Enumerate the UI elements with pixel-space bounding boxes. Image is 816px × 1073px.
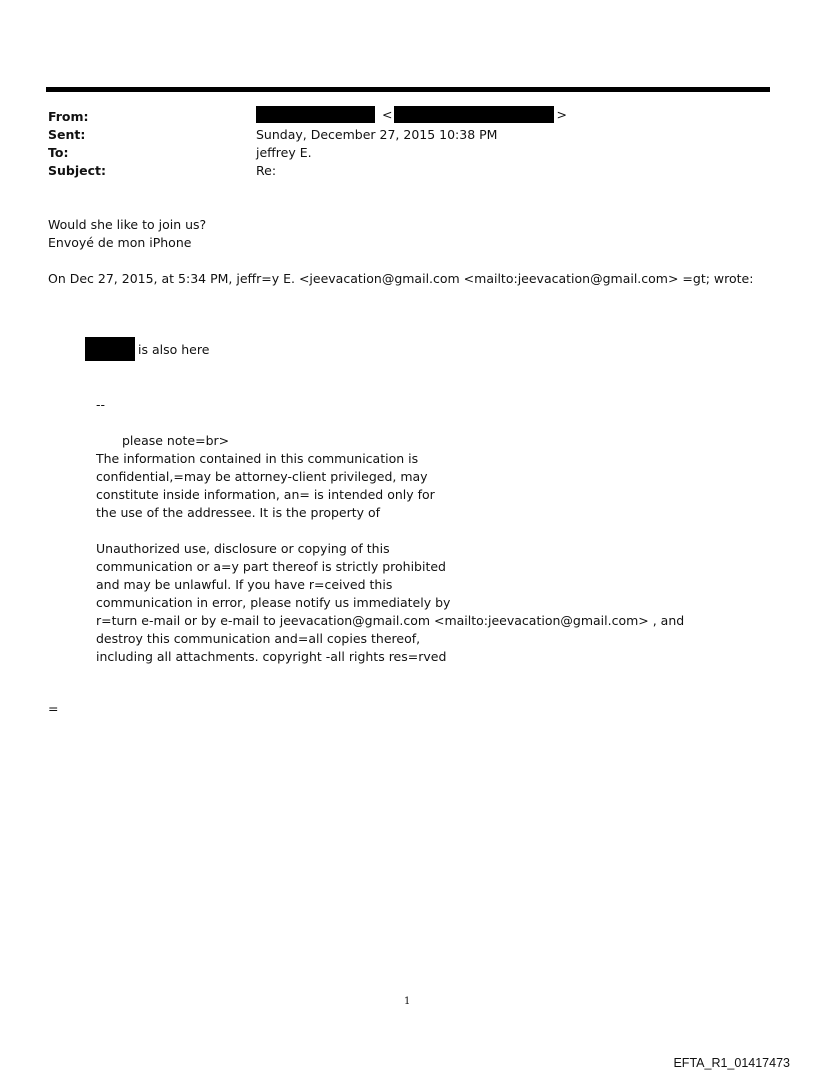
disclaimer-line: and may be unlawful. If you have r=ceived this xyxy=(96,577,393,592)
redacted-name xyxy=(85,337,135,361)
disclaimer-line: communication or a=y part thereof is strictly prohibited xyxy=(96,559,446,574)
disclaimer-line: the use of the addressee. It is the property of xyxy=(96,505,381,520)
trailing-equals: = xyxy=(48,701,59,716)
from-value xyxy=(256,106,567,123)
from-label: From: xyxy=(48,109,89,124)
sent-label: Sent: xyxy=(48,127,86,142)
redacted-sender-email xyxy=(394,106,554,123)
disclaimer-line: The information contained in this communication is xyxy=(96,451,419,466)
quote-intro: On Dec 27, 2015, at 5:34 PM, jeffr=y E. <jeevacation@gmail.com <mailto:jeevacation@gmail.com> =gt; wrote: xyxy=(48,271,754,286)
note-line: please note=br> xyxy=(122,433,230,448)
reply-line-1: Would she like to join us? xyxy=(48,217,207,232)
subject-value: Re: xyxy=(256,163,277,178)
to-value: jeffrey E. xyxy=(256,145,312,160)
redacted-sender-name xyxy=(256,106,375,123)
disclaimer-line: Unauthorized use, disclosure or copying of this xyxy=(96,541,390,556)
also-here-line xyxy=(85,337,209,361)
sent-value: Sunday, December 27, 2015 10:38 PM xyxy=(256,127,498,142)
disclaimer-line: r=turn e-mail or by e-mail to jeevacation@gmail.com <mailto:jeevacation@gmail.com> , and xyxy=(96,613,685,628)
also-here-text: is also here xyxy=(138,341,210,357)
subject-label: Subject: xyxy=(48,163,106,178)
from-gt: > xyxy=(556,107,567,122)
to-label: To: xyxy=(48,145,69,160)
disclaimer-line: communication in error, please notify us immediately by xyxy=(96,595,451,610)
disclaimer-line: confidential,=may be attorney-client privileged, may xyxy=(96,469,428,484)
disclaimer-line: including all attachments. copyright -all rights res=rved xyxy=(96,649,447,664)
disclaimer-line: destroy this communication and=all copies thereof, xyxy=(96,631,421,646)
disclaimer-line: constitute inside information, an= is intended only for xyxy=(96,487,435,502)
bates-number: EFTA_R1_01417473 xyxy=(673,1056,790,1070)
reply-line-2: Envoyé de mon iPhone xyxy=(48,235,192,250)
header-rule xyxy=(46,87,770,92)
page-number: 1 xyxy=(404,996,411,1007)
from-lt: < xyxy=(382,107,393,122)
signature-dashes: -- xyxy=(96,397,106,412)
